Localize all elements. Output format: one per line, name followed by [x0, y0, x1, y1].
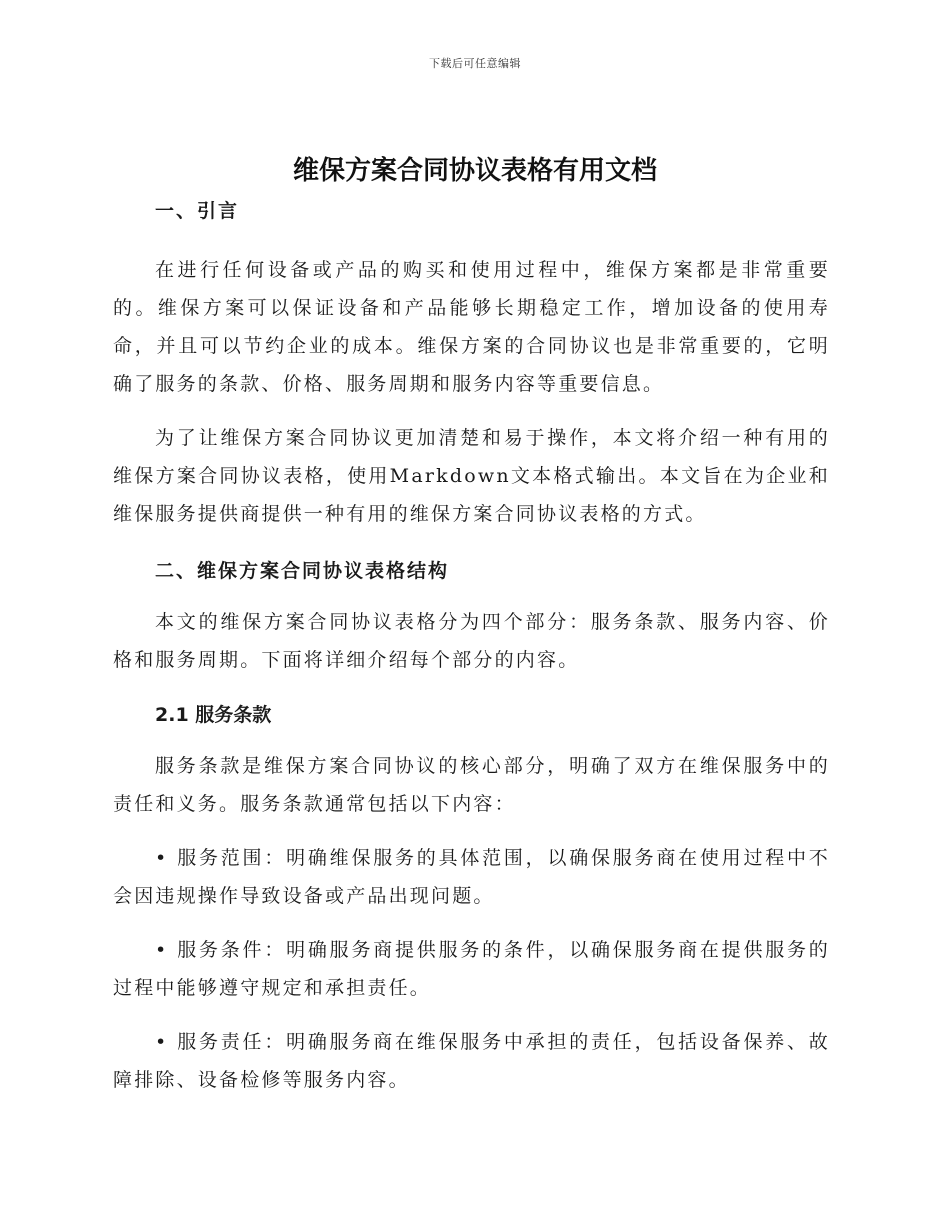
paragraph: 在进行任何设备或产品的购买和使用过程中，维保方案都是非常重要的。维保方案可以保证设备和产品能够长期稳定工作，增加设备的使用寿命，并且可以节约企业的成本。维保方案的合同协议也是非常重要的，它明确了服务的条款、价格、服务周期和服务内容等重要信息。 — [113, 259, 830, 395]
paragraph: 服务条款是维保方案合同协议的核心部分，明确了双方在维保服务中的责任和义务。服务条款通常包括以下内容： — [113, 755, 830, 815]
document-body — [113, 195, 830, 1099]
document-title: 维保方案合同协议表格有用文档 — [292, 156, 657, 186]
section-heading-introduction: 一、引言 — [155, 200, 240, 222]
paragraph: 为了让维保方案合同协议更加清楚和易于操作，本文将介绍一种有用的维保方案合同协议表格，使用Markdown文本格式输出。本文旨在为企业和维保服务提供商提供一种有用的维保方案合同协议表格的方式。 — [113, 427, 830, 525]
bullet-item: • 服务条件：明确服务商提供服务的条件，以确保服务商在提供服务的过程中能够遵守规定和承担责任。 — [113, 939, 830, 999]
bullet-item: • 服务范围：明确维保服务的具体范围，以确保服务商在使用过程中不会因违规操作导致设备或产品出现问题。 — [113, 847, 830, 907]
paragraph: 本文的维保方案合同协议表格分为四个部分：服务条款、服务内容、价格和服务周期。下面将详细介绍每个部分的内容。 — [113, 611, 830, 671]
header-note: 下载后可任意编辑 — [429, 57, 521, 70]
section-heading-table-structure: 二、维保方案合同协议表格结构 — [155, 560, 450, 582]
bullet-item: • 服务责任：明确服务商在维保服务中承担的责任，包括设备保养、故障排除、设备检修等服务内容。 — [113, 1031, 830, 1091]
subsection-heading-service-terms: 2.1 服务条款 — [155, 704, 272, 726]
